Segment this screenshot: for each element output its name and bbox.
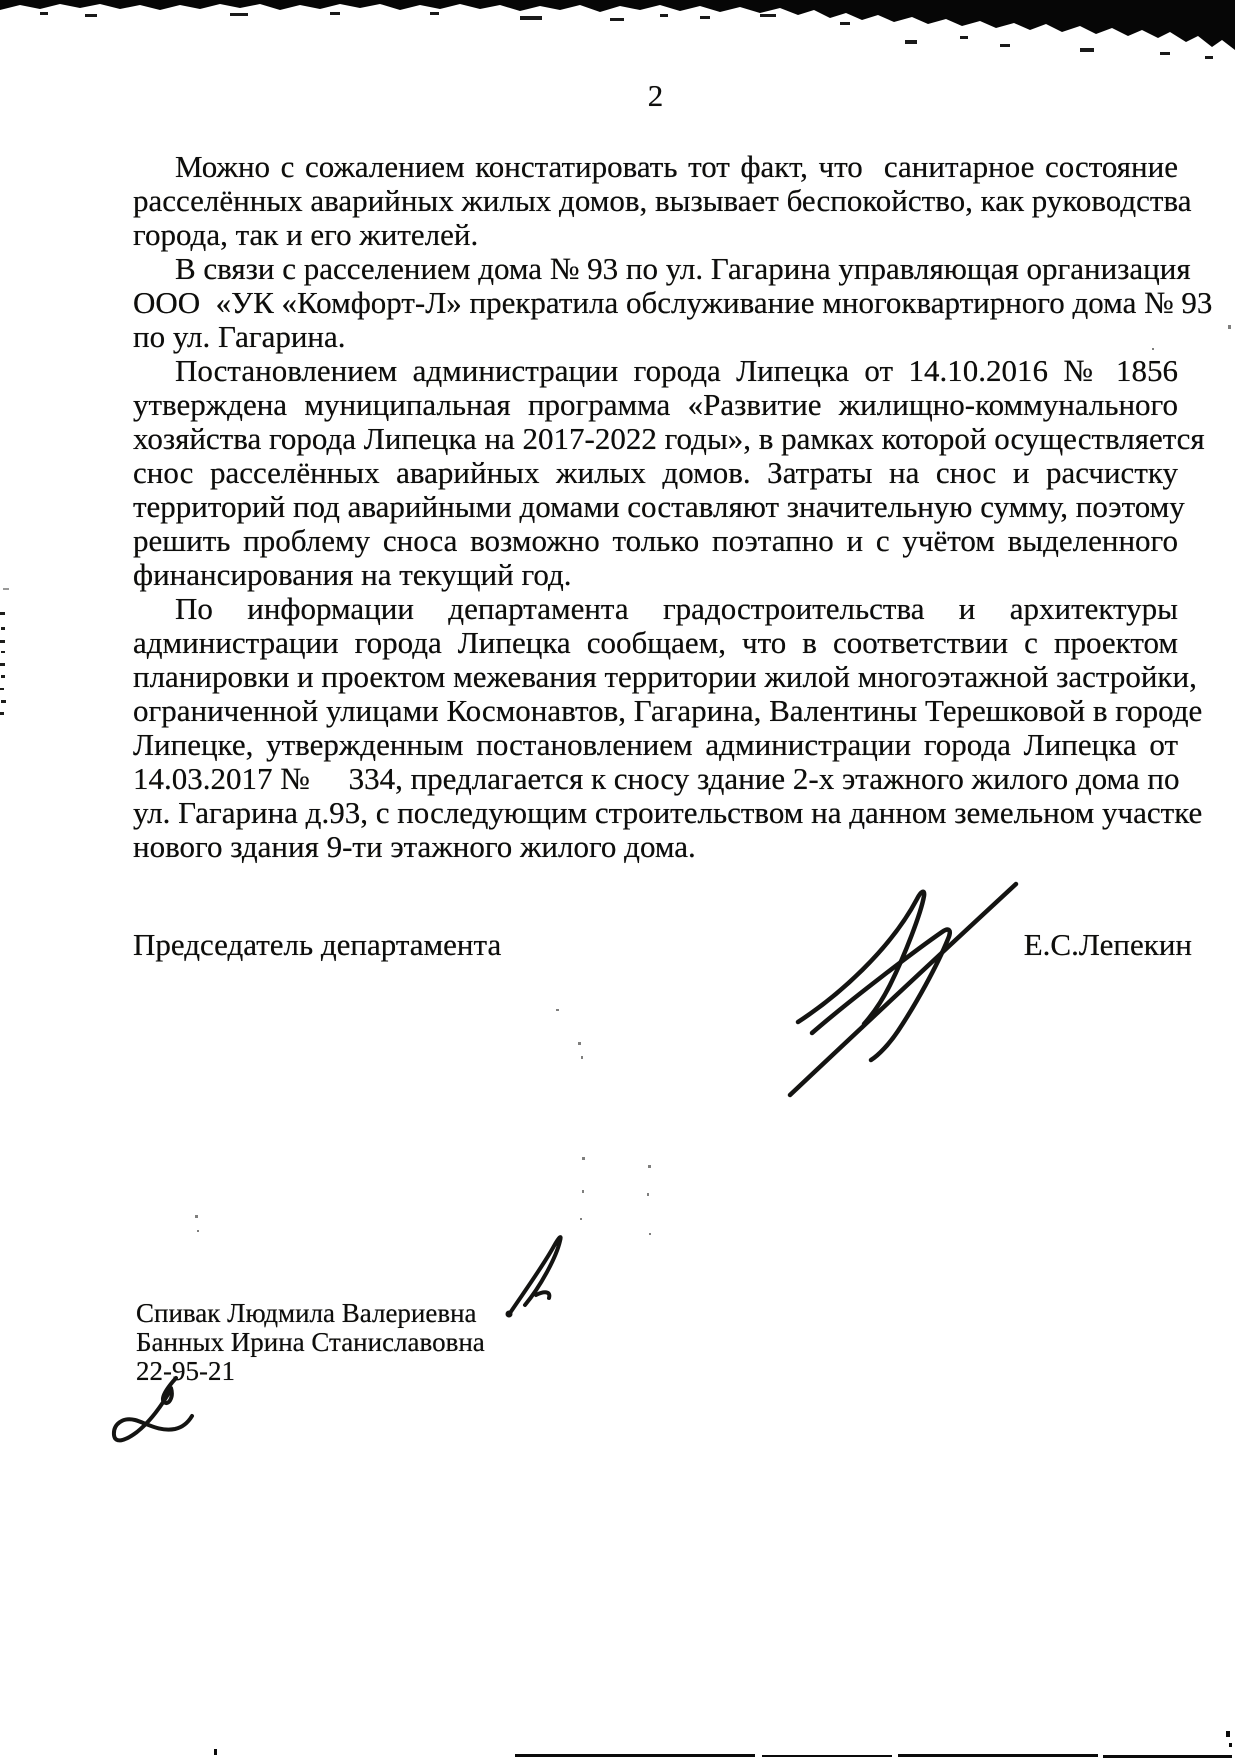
contact-phone: 22-95-21 xyxy=(136,1356,235,1386)
text-line: Можно с сожалением констатировать тот факт, что санитарное состояние xyxy=(175,149,1178,184)
paragraph-4 xyxy=(133,591,1203,864)
text-line: снос расселённых аварийных жилых домов. Затраты на снос и расчистку xyxy=(133,455,1178,490)
text-line: ООО «УК «Комфорт-Л» прекратила обслуживание многоквартирного дома № 93 xyxy=(133,285,1213,320)
scan-artifact-top-edge xyxy=(0,0,1235,70)
pen-dot xyxy=(506,1311,513,1318)
text-line: города, так и его жителей. xyxy=(133,217,479,252)
contacts-block xyxy=(136,1299,485,1386)
bottom-left-signature-flourish xyxy=(114,1378,192,1440)
text-line: планировки и проектом межевания территории жилой многоэтажной застройки, xyxy=(133,659,1197,694)
text-line: утверждена муниципальная программа «Развитие жилищно-коммунального xyxy=(133,387,1178,422)
paragraph-3 xyxy=(133,353,1205,592)
text-line: решить проблему сноса возможно только поэтапно и с учётом выделенного xyxy=(133,523,1178,558)
signature-row xyxy=(133,928,1192,962)
text-line: ограниченной улицами Космонавтов, Гагарина, Валентины Терешковой в городе xyxy=(133,693,1203,728)
text-line: расселённых аварийных жилых домов, вызывает беспокойство, как руководства xyxy=(133,183,1192,218)
text-line: По информации департамента градостроительства и архитектуры xyxy=(175,591,1178,626)
paragraph-2 xyxy=(133,251,1213,354)
text-line: 14.03.2017 № 334, предлагается к сносу здание 2-х этажного жилого дома по xyxy=(133,761,1180,796)
executor-signature-mark xyxy=(510,1237,561,1313)
signatory-name: Е.С.Лепекин xyxy=(1023,927,1192,962)
chairman-signature-stroke xyxy=(790,884,1016,1095)
scan-artifact-left-edge xyxy=(0,588,9,715)
executor-name-2: Банных Ирина Станиславовна xyxy=(136,1327,485,1357)
executor-name-1: Спивак Людмила Валериевна xyxy=(136,1298,477,1328)
text-line: ул. Гагарина д.93, с последующим строительством на данном земельном участке xyxy=(133,795,1203,830)
text-line: хозяйства города Липецка на 2017-2022 годы», в рамках которой осуществляется xyxy=(133,421,1205,456)
text-line: администрации города Липецка сообщаем, что в соответствии с проектом xyxy=(133,625,1178,660)
paragraph-1 xyxy=(133,149,1192,252)
text-line: территорий под аварийными домами составляют значительную сумму, поэтому xyxy=(133,489,1185,524)
text-line: Постановлением администрации города Липецка от 14.10.2016 № 1856 xyxy=(175,353,1178,388)
letter-body-text xyxy=(133,149,1213,864)
page-number: 2 xyxy=(647,78,664,113)
text-line: по ул. Гагарина. xyxy=(133,319,346,354)
text-line: Липецке, утвержденным постановлением администрации города Липецка от xyxy=(133,727,1178,762)
signatory-title: Председатель департамента xyxy=(133,927,502,962)
text-line: нового здания 9-ти этажного жилого дома. xyxy=(133,829,696,864)
text-line: финансирования на текущий год. xyxy=(133,557,572,592)
text-line: В связи с расселением дома № 93 по ул. Гагарина управляющая организация xyxy=(175,251,1191,286)
